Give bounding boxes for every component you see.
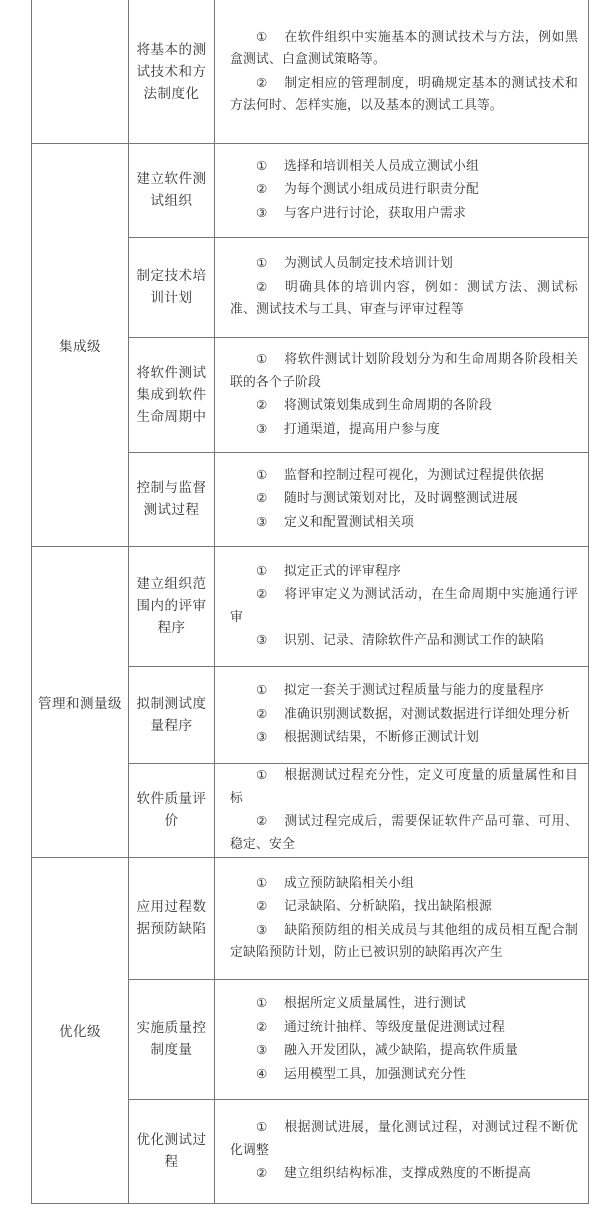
activity-item: [230, 629, 578, 653]
item-number: ②: [256, 586, 268, 601]
item-text: 记录缺陷、分析缺陷，找出缺陷根源: [284, 899, 492, 914]
activities-cell: [230, 1099, 578, 1203]
practice-cell: [129, 666, 214, 763]
activities-cell: [230, 452, 578, 546]
activity-item: [230, 26, 578, 72]
item-text: 根据所定义质量属性，进行测试: [284, 996, 466, 1011]
practice-name: 制定技术培训计划: [136, 268, 207, 306]
item-text: 通过统计抽样、等级度量促进测试过程: [284, 1019, 505, 1035]
item-text: 在软件组织中实施基本的测试技术与方法，例如黑盒测试、白盒测试策略等。: [230, 29, 578, 67]
practice-name: 建立组织范围内的评审程序: [136, 576, 207, 636]
level-cell: [32, 0, 128, 143]
practice-cell: [129, 763, 214, 857]
level-label: 管理和测量级: [38, 695, 122, 712]
item-number: ①: [256, 995, 268, 1010]
practice-name: 控制与监督测试过程: [136, 480, 207, 518]
item-text: 测试过程完成后，需要保证软件产品可靠、可用、稳定、安全: [230, 814, 578, 852]
activity-item: [230, 679, 578, 703]
item-number: ①: [256, 874, 268, 890]
group-divider: [31, 1203, 589, 1204]
item-text: 根据测试过程充分性，定义可度量的质量属性和目标: [230, 768, 578, 806]
item-text: 运用模型工具，加强测试充分性: [284, 1066, 466, 1082]
activities-cell: [230, 979, 578, 1099]
activity-item: [230, 703, 578, 727]
item-number: ③: [256, 420, 268, 436]
item-text: 监督和控制过程可视化，为测试过程提供依据: [284, 467, 544, 483]
activity-item: [230, 487, 578, 511]
activity-item: [230, 1039, 578, 1063]
table-border-right: [588, 0, 589, 1203]
item-number: ①: [256, 767, 268, 782]
practice-name: 将软件测试集成到软件生命周期中: [136, 364, 207, 425]
item-text: 为每个测试小组成员进行职责分配: [284, 182, 479, 198]
table-column-divider: [214, 0, 215, 1203]
activity-item: [230, 583, 578, 629]
item-number: ③: [256, 513, 268, 529]
activity-item: [230, 919, 578, 965]
item-number: ②: [256, 490, 268, 506]
practice-name: 建立软件测试组织: [136, 171, 207, 209]
item-number: ③: [256, 921, 268, 937]
item-text: 将测试策划集成到生命周期的各阶段: [284, 398, 492, 413]
item-number: ③: [256, 1042, 268, 1057]
activity-item: [230, 560, 578, 584]
activity-item: [230, 348, 578, 394]
item-text: 识别、记录、清除软件产品和测试工作的缺陷: [284, 633, 544, 648]
item-number: ②: [256, 278, 268, 294]
item-number: ④: [256, 1065, 268, 1081]
practice-name: 实施质量控制度量: [136, 1020, 207, 1058]
item-number: ③: [256, 204, 268, 220]
item-text: 为测试人员制定技术培训计划: [284, 256, 453, 272]
item-text: 缺陷预防组的相关成员与其他组的成员相互配合制定缺陷预防计划，防止已被识别的缺陷再次产生: [230, 922, 578, 960]
activity-item: [230, 418, 578, 442]
practice-cell: [129, 0, 214, 143]
level-cell: [32, 546, 128, 857]
item-number: ①: [256, 682, 268, 698]
item-text: 建立组织结构标准，支撑成熟度的不断提高: [284, 1166, 531, 1182]
item-text: 打通渠道，提高用户参与度: [284, 421, 440, 437]
item-text: 选择和培训相关人员成立测试小组: [284, 158, 479, 174]
practice-cell: [129, 337, 214, 452]
practice-cell: [129, 857, 214, 979]
activity-item: [230, 895, 578, 919]
activity-item: [230, 764, 578, 810]
activities-cell: [230, 0, 578, 143]
activity-item: [230, 726, 578, 750]
activity-item: [230, 276, 578, 322]
activities-cell: [230, 237, 578, 337]
practice-cell: [129, 143, 214, 237]
item-number: ②: [256, 74, 268, 90]
item-number: ①: [256, 562, 268, 578]
item-text: 随时与测试策划对比，及时调整测试进展: [284, 491, 518, 507]
level-cell: [32, 143, 128, 546]
item-number: ③: [256, 632, 268, 647]
activity-item: [230, 1162, 578, 1186]
activities-cell: [230, 857, 578, 979]
activity-item: [230, 810, 578, 856]
practice-name: 应用过程数据预防缺陷: [136, 899, 207, 937]
item-text: 与客户进行讨论，获取用户需求: [284, 205, 466, 221]
activity-item: [230, 1116, 578, 1162]
item-number: ②: [256, 181, 268, 197]
activities-cell: [230, 143, 578, 237]
item-number: ②: [256, 705, 268, 721]
level-cell: [32, 857, 128, 1203]
practice-name: 优化测试过程: [136, 1132, 207, 1170]
item-number: ①: [256, 351, 268, 366]
level-label: 优化级: [59, 1024, 101, 1040]
item-text: 准确识别测试数据，对测试数据进行详细处理分析: [284, 706, 570, 722]
activity-item: [230, 511, 578, 535]
practice-name: 拟制测试度量程序: [136, 695, 207, 734]
item-text: 成立预防缺陷相关小组: [284, 875, 414, 891]
activity-item: [230, 394, 578, 418]
item-number: ①: [256, 157, 268, 173]
item-text: 拟定一套关于测试过程质量与能力的度量程序: [284, 683, 544, 699]
activity-item: [230, 872, 578, 896]
practice-cell: [129, 1099, 214, 1203]
practice-cell: [129, 979, 214, 1099]
item-number: ②: [256, 1165, 268, 1181]
item-number: ②: [256, 813, 268, 828]
practice-cell: [129, 237, 214, 337]
activity-item: [230, 252, 578, 276]
activities-cell: [230, 763, 578, 857]
item-number: ②: [256, 898, 268, 913]
activity-item: [230, 155, 578, 179]
item-text: 根据测试结果，不断修正测试计划: [284, 730, 479, 746]
practice-name: 软件质量评价: [136, 791, 207, 829]
item-text: 明确具体的培训内容，例如：测试方法、测试标准、测试技术与工具、审查与评审过程等: [230, 279, 578, 318]
item-text: 融入开发团队，减少缺陷，提高软件质量: [284, 1043, 518, 1058]
item-number: ②: [256, 1018, 268, 1034]
item-text: 将软件测试计划阶段划分为和生命周期各阶段相关联的各个子阶段: [230, 352, 578, 390]
item-text: 定义和配置测试相关项: [284, 514, 414, 530]
item-text: 拟定正式的评审程序: [284, 563, 401, 579]
item-text: 将评审定义为测试活动，在生命周期中实施通行评审: [230, 587, 578, 625]
item-text: 制定相应的管理制度，明确规定基本的测试技术和方法何时、怎样实施，以及基本的测试工具等。: [230, 75, 578, 113]
activity-item: [230, 464, 578, 488]
practice-name: 将基本的测试技术和方法制度化: [136, 41, 207, 102]
activity-item: [230, 1063, 578, 1087]
item-number: ②: [256, 397, 268, 412]
activity-item: [230, 992, 578, 1016]
item-number: ①: [256, 255, 268, 271]
activity-item: [230, 72, 578, 118]
activity-item: [230, 202, 578, 226]
activities-cell: [230, 666, 578, 763]
level-label: 集成级: [59, 338, 101, 355]
practice-cell: [129, 452, 214, 546]
item-text: 根据测试进展，量化测试过程，对测试过程不断优化调整: [230, 1120, 578, 1158]
activity-item: [230, 178, 578, 202]
item-number: ①: [256, 466, 268, 482]
item-number: ①: [256, 28, 268, 44]
practice-cell: [129, 546, 214, 666]
item-number: ①: [256, 1119, 268, 1135]
item-number: ③: [256, 729, 268, 745]
activities-cell: [230, 546, 578, 666]
activity-item: [230, 1016, 578, 1040]
activities-cell: [230, 337, 578, 452]
